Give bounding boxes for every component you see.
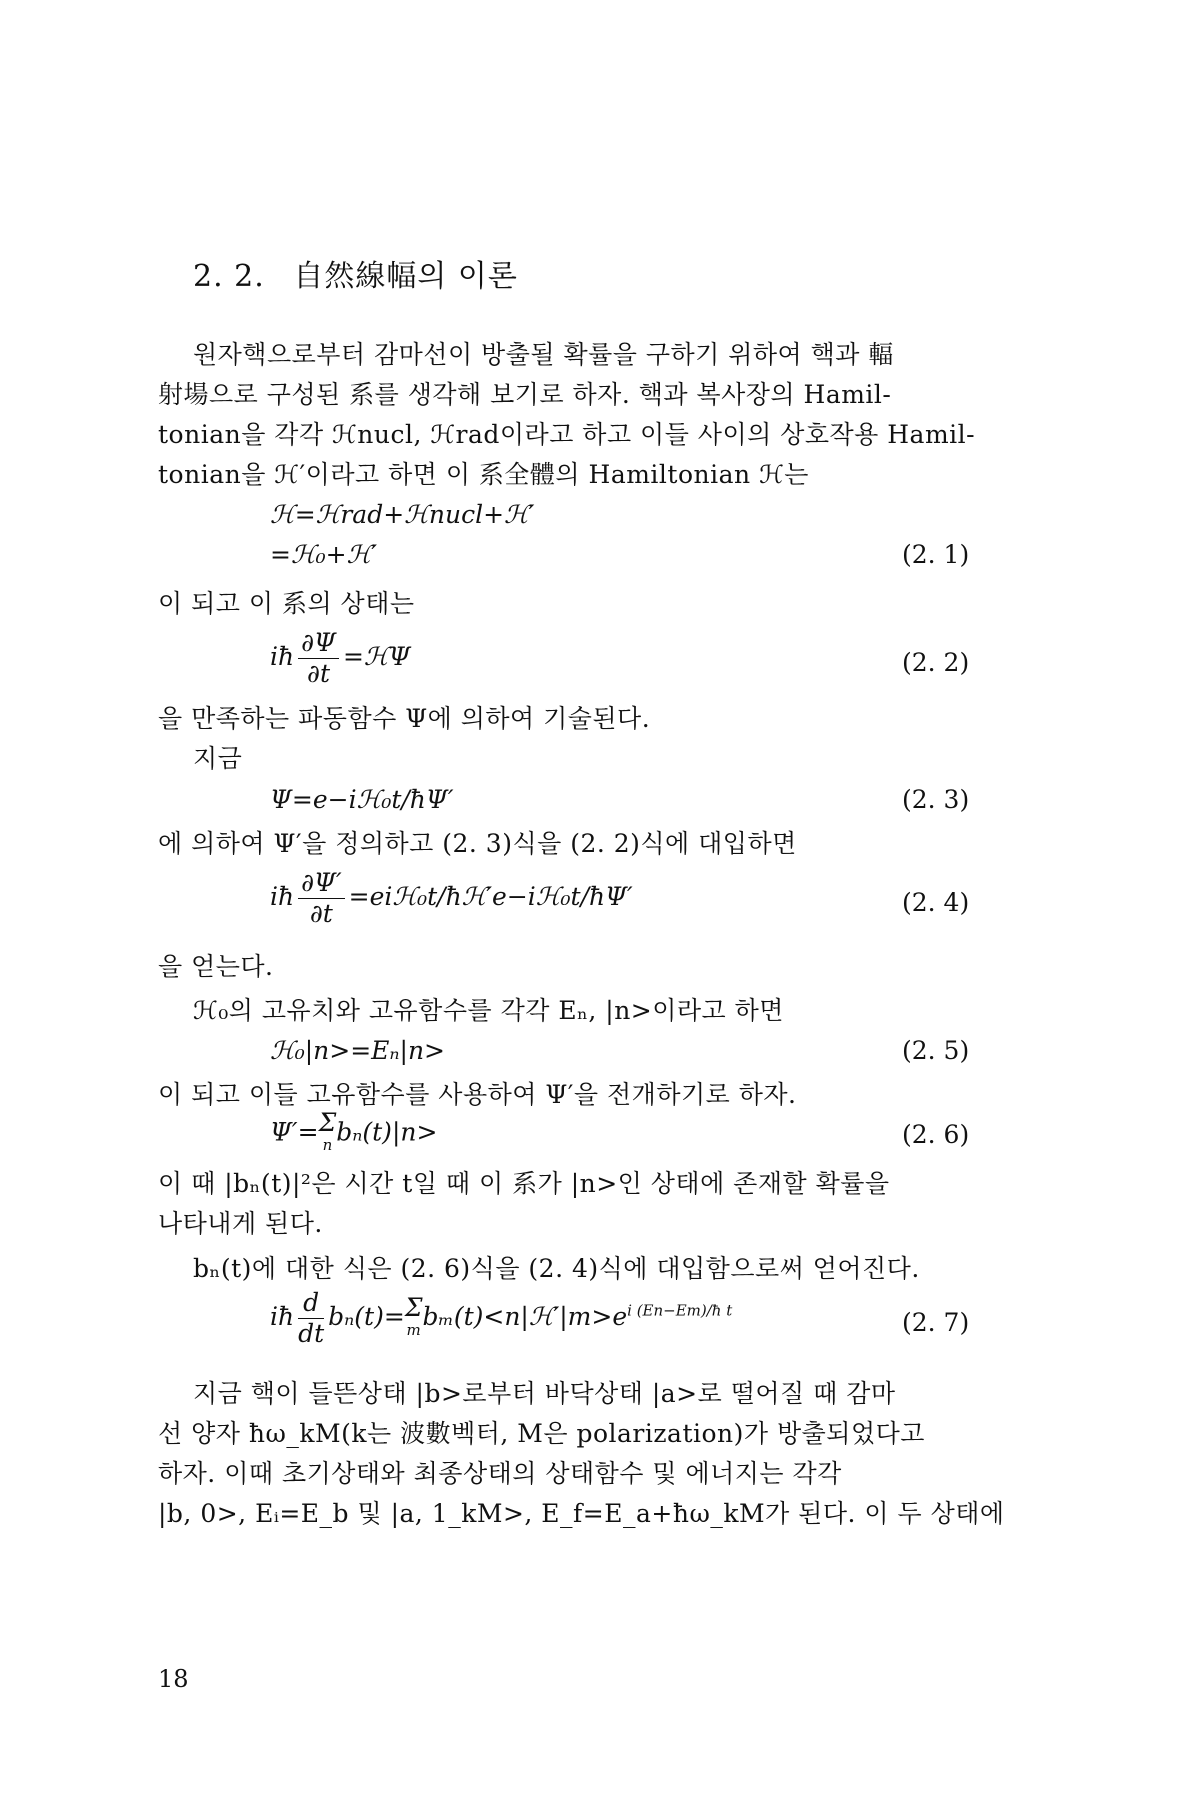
equation-number: (2. 3) xyxy=(902,785,970,814)
paragraph-line: |b, 0>, Eᵢ=E_b 및 |a, 1_kM>, E_f=E_a+ħω_kM가 된다. 이 두 상태에 xyxy=(158,1499,1005,1528)
paragraph-line: tonian을 각각 ℋnucl, ℋrad이라고 하고 이들 사이의 상호작용 Hamil- xyxy=(158,420,976,449)
equation-number: (2. 5) xyxy=(902,1036,970,1065)
fraction-numerator: d xyxy=(298,1288,324,1319)
equation-2-7 xyxy=(270,1288,732,1349)
fraction-denominator: ∂t xyxy=(309,899,333,928)
equation-2-3: Ψ=e−iℋ₀t/ħΨ′ xyxy=(270,785,454,814)
paragraph-line: bₙ(t)에 대한 식은 (2. 6)식을 (2. 4)식에 대입함으로써 얻어진다. xyxy=(193,1254,920,1283)
paragraph-line: ℋ₀의 고유치와 고유함수를 각각 Eₙ, |n>이라고 하면 xyxy=(193,996,784,1025)
paragraph-line: 에 의하여 Ψ′을 정의하고 (2. 3)식을 (2. 2)식에 대입하면 xyxy=(158,829,797,858)
section-heading xyxy=(193,251,518,295)
exponent: i (En−Em)/ħ t xyxy=(627,1301,733,1320)
eq-rhs: bₘ(t)<n|ℋ′|m>e xyxy=(422,1302,628,1331)
page-number: 18 xyxy=(158,1665,189,1693)
paragraph-line: 을 만족하는 파동함수 Ψ에 의하여 기술된다. xyxy=(158,704,651,733)
section-number: 2. 2. xyxy=(193,259,265,294)
sum-index: m xyxy=(406,1320,421,1339)
equation-2-5: ℋ₀|n>=Eₙ|n> xyxy=(270,1036,445,1065)
paragraph-line: 지금 xyxy=(193,744,243,773)
eq-rhs: =eiℋ₀t/ħℋ′e−iℋ₀t/ħΨ′ xyxy=(348,882,633,911)
eq-prefix: iħ xyxy=(270,1302,295,1331)
paragraph-line: 射場으로 구성된 系를 생각해 보기로 하자. 핵과 복사장의 Hamil- xyxy=(158,380,892,409)
paragraph-line: 이 되고 이들 고유함수를 사용하여 Ψ′을 전개하기로 하자. xyxy=(158,1080,797,1109)
equation-2-1b: =ℋ₀+ℋ′ xyxy=(270,540,378,569)
summation xyxy=(404,1292,423,1341)
fraction-denominator: ∂t xyxy=(307,659,331,688)
paragraph-line: 나타내게 된다. xyxy=(158,1209,323,1238)
paragraph-line: 선 양자 ħω_kM(k는 波數벡터, M은 polarization)가 방출되었다고 xyxy=(158,1419,925,1448)
eq-middle: bₙ(t)= xyxy=(328,1302,405,1331)
paragraph-line: 지금 핵이 들뜬상태 |b>로부터 바닥상태 |a>로 떨어질 때 감마 xyxy=(193,1379,896,1408)
equation-number: (2. 1) xyxy=(902,540,970,569)
equation-2-4 xyxy=(270,868,633,929)
equation-number: (2. 2) xyxy=(902,648,970,677)
equation-2-1a: ℋ=ℋrad+ℋnucl+ℋ′ xyxy=(270,500,535,529)
fraction xyxy=(298,1288,324,1349)
paragraph-line: 하자. 이때 초기상태와 최종상태의 상태함수 및 에너지는 각각 xyxy=(158,1459,842,1488)
fraction xyxy=(298,628,339,689)
equation-number: (2. 6) xyxy=(902,1120,970,1149)
fraction-numerator: ∂Ψ′ xyxy=(298,868,345,899)
paragraph-line: 이 때 |bₙ(t)|²은 시간 t일 때 이 系가 |n>인 상태에 존재할 확률을 xyxy=(158,1169,890,1198)
eq-prefix: iħ xyxy=(270,642,295,671)
fraction-numerator: ∂Ψ xyxy=(298,628,339,659)
paragraph-line: 을 얻는다. xyxy=(158,952,274,981)
paragraph-line: tonian을 ℋ′이라고 하면 이 系全體의 Hamiltonian ℋ는 xyxy=(158,460,809,489)
eq-rhs: =ℋΨ xyxy=(342,642,411,671)
fraction-denominator: dt xyxy=(298,1319,325,1348)
equation-2-2 xyxy=(270,628,411,689)
sum-index: n xyxy=(322,1136,333,1154)
equation-number: (2. 4) xyxy=(902,888,970,917)
summation xyxy=(318,1108,337,1156)
sum-symbol: Σ xyxy=(318,1108,337,1137)
paragraph-line: 이 되고 이 系의 상태는 xyxy=(158,589,415,618)
equation-number: (2. 7) xyxy=(902,1308,970,1337)
equation-2-6 xyxy=(270,1108,438,1156)
eq-lhs: Ψ′= xyxy=(270,1117,319,1147)
sum-symbol: Σ xyxy=(404,1292,423,1322)
paragraph-line: 원자핵으로부터 감마선이 방출될 확률을 구하기 위하여 핵과 輻 xyxy=(193,340,894,369)
fraction xyxy=(298,868,345,929)
eq-rhs: bₙ(t)|n> xyxy=(336,1117,438,1147)
section-title: 自然線幅의 이론 xyxy=(293,259,518,294)
eq-prefix: iħ xyxy=(270,882,295,911)
